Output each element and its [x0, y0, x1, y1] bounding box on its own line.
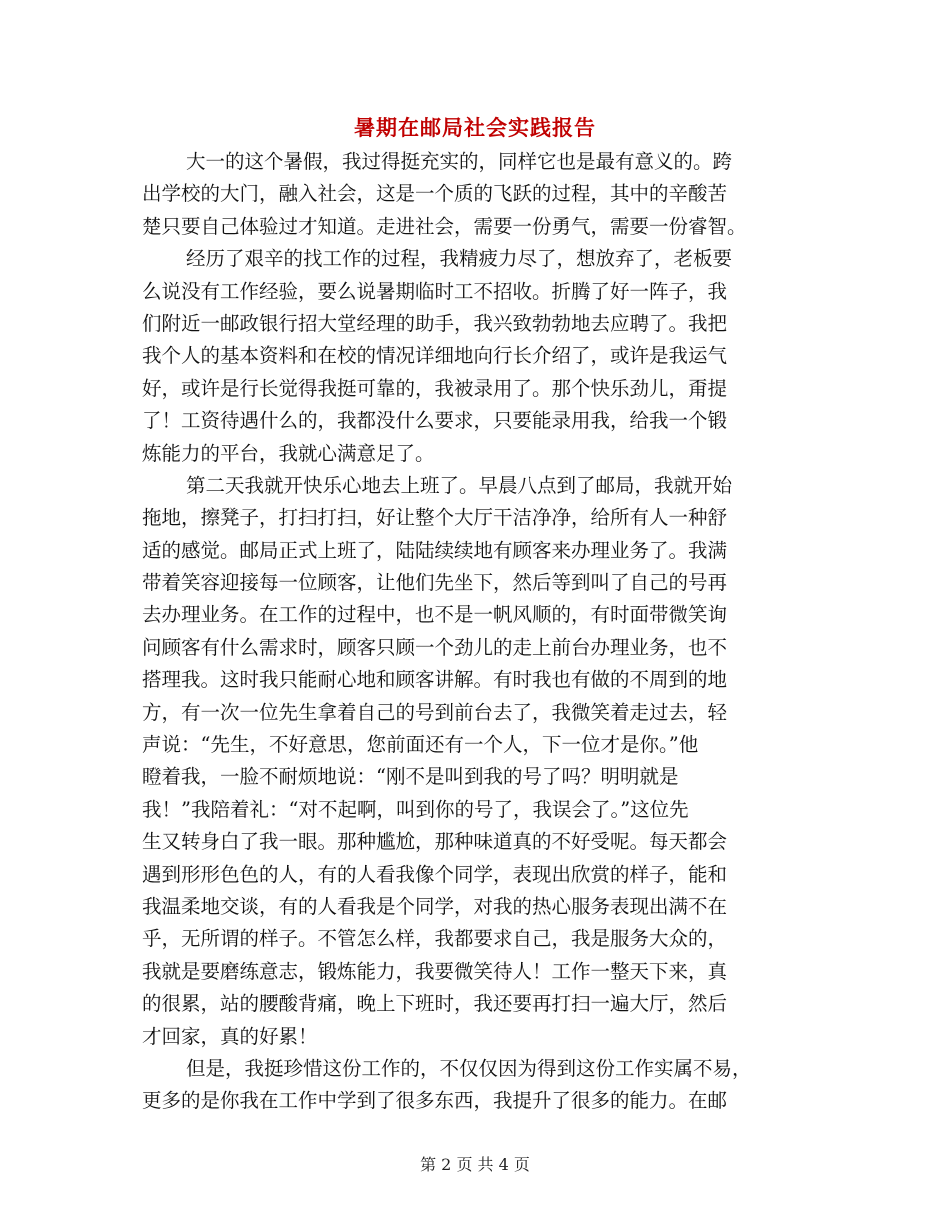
text-line: 乎，无所谓的样子。不管怎么样，我都要求自己，我是服务大众的，: [142, 927, 728, 951]
text-line: 搭理我。这时我只能耐心地和顾客讲解。有时我也有做的不周到的地: [142, 668, 728, 692]
text-line: 第二天我就开快乐心地去上班了。早晨八点到了邮局，我就开始: [186, 473, 733, 497]
text-line: 经历了艰辛的找工作的过程，我精疲力尽了，想放弃了，老板要: [186, 247, 733, 271]
text-line: 好，或许是行长觉得我挺可靠的，我被录用了。那个快乐劲儿，甭提: [142, 376, 728, 400]
text-line: 更多的是你我在工作中学到了很多东西，我提升了很多的能力。在邮: [142, 1089, 728, 1113]
text-line: 遇到形形色色的人，有的人看我像个同学，表现出欣赏的样子，能和: [142, 862, 728, 886]
body-text: [142, 146, 802, 1118]
text-line: 出学校的大门，融入社会，这是一个质的飞跃的过程，其中的辛酸苦: [142, 182, 728, 206]
document-title: 暑期在邮局社会实践报告: [354, 116, 596, 140]
text-line: 们附近一邮政银行招大堂经理的助手，我兴致勃勃地去应聘了。我把: [142, 311, 728, 335]
text-line: 炼能力的平台，我就心满意足了。: [142, 441, 435, 465]
text-line: 我温柔地交谈，有的人看我是个同学，对我的热心服务表现出满不在: [142, 894, 728, 918]
text-line: 才回家，真的好累！: [142, 1024, 318, 1048]
text-line: 我就是要磨练意志，锻炼能力，我要微笑待人！工作一整天下来，真: [142, 959, 728, 983]
text-line: 方，有一次一位先生拿着自己的号到前台去了，我微笑着走过去，轻: [142, 700, 728, 724]
text-line: 我！”我陪着礼：“对不起啊，叫到你的号了，我误会了。”这位先: [142, 797, 689, 821]
text-line: 生又转身白了我一眼。那种尴尬，那种味道真的不好受呢。每天都会: [142, 830, 728, 854]
text-line: 去办理业务。在工作的过程中，也不是一帆风顺的，有时面带微笑询: [142, 603, 728, 627]
text-line: 瞪着我，一脸不耐烦地说：“刚不是叫到我的号了吗？明明就是: [142, 765, 679, 789]
text-line: 但是，我挺珍惜这份工作的，不仅仅因为得到这份工作实属不易，: [186, 1056, 752, 1080]
text-line: 了！工资待遇什么的，我都没什么要求，只要能录用我，给我一个锻: [142, 409, 728, 433]
text-line: 问顾客有什么需求时，顾客只顾一个劲儿的走上前台办理业务，也不: [142, 635, 728, 659]
page-number: 第 2 页 共 4 页: [420, 1155, 530, 1174]
text-line: 的很累，站的腰酸背痛，晚上下班时，我还要再打扫一遍大厅，然后: [142, 992, 728, 1016]
text-line: 楚只要自己体验过才知道。走进社会，需要一份勇气，需要一份睿智。: [142, 214, 747, 238]
text-line: 声说：“先生，不好意思，您前面还有一个人，下一位才是你。”他: [142, 733, 699, 757]
text-line: 带着笑容迎接每一位顾客，让他们先坐下，然后等到叫了自己的号再: [142, 571, 728, 595]
text-line: 我个人的基本资料和在校的情况详细地向行长介绍了，或许是我运气: [142, 344, 728, 368]
text-line: 适的感觉。邮局正式上班了，陆陆续续地有顾客来办理业务了。我满: [142, 538, 728, 562]
text-line: 大一的这个暑假，我过得挺充实的，同样它也是最有意义的。跨: [186, 150, 733, 173]
text-line: 拖地，擦凳子，打扫打扫，好让整个大厅干洁净净，给所有人一种舒: [142, 506, 728, 530]
text-line: 么说没有工作经验，要么说暑期临时工不招收。折腾了好一阵子，我: [142, 279, 728, 303]
